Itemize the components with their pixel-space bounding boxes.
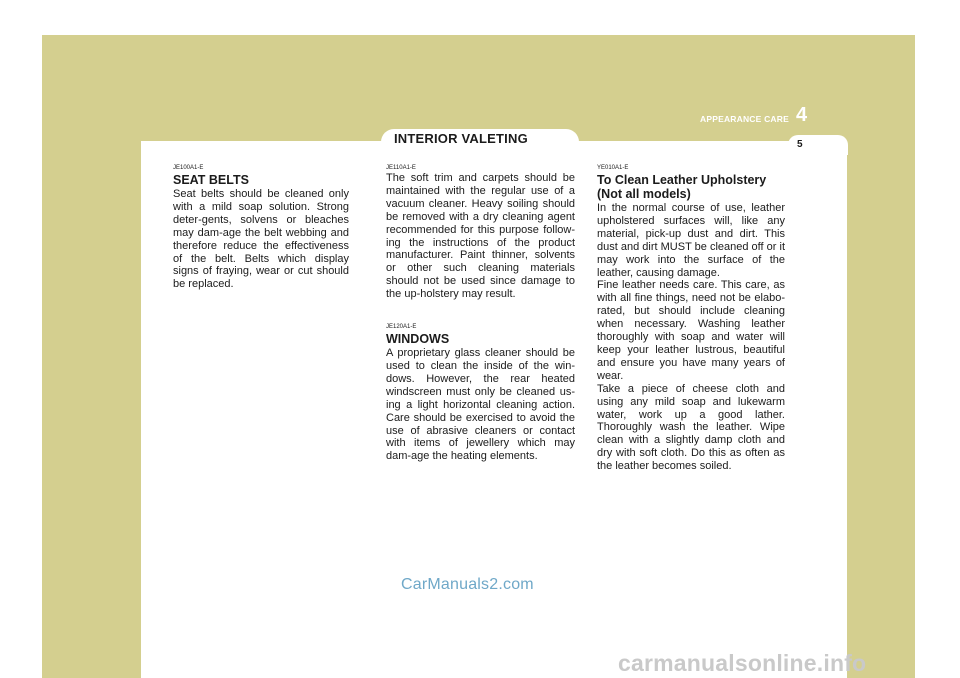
section-code: JE100A1-E <box>173 165 204 171</box>
body-paragraph: A proprietary glass cleaner should be used to clean the inside of the win-dows. However, the rear heated windscreen must only be cleaned us-ing a light horizontal cleaning action. Care should be exercised to avoid the use of abrasive cleaners or contact with items of jewellery which may dam-age the heating elements. <box>386 347 575 463</box>
section-code: JE110A1-E <box>386 165 416 171</box>
body-paragraph: Take a piece of cheese cloth and using any mild soap and lukewarm water, work up a good lather. Thoroughly wash the leather. Wipe clean with a slightly damp cloth and dry with soft cloth. Do this as often as the leather becomes soiled. <box>597 382 785 473</box>
site-watermark: CarManuals2.com <box>401 576 534 593</box>
body-paragraph: Seat belts should be cleaned only with a mild soap solution. Strong deter-gents, solvens or bleaches may dam-age the belt webbing and therefore reduce the effectiveness of the belt. Belts which display signs of fraying, wear or cut should be replaced. <box>173 188 349 291</box>
column-valeting-windows <box>386 160 575 463</box>
section-heading: SEAT BELTS <box>173 173 249 187</box>
chapter-number: 4 <box>796 104 808 126</box>
footer-watermark: carmanualsonline.info <box>618 650 867 676</box>
section-heading: WINDOWS <box>386 332 450 347</box>
body-paragraph: In the normal course of use, leather upholstered surfaces will, like any material, pick-up dust and dirt. This dust and dirt MUST be cleaned off or it may work into the surface of the leather, causing damage. <box>597 202 785 279</box>
body-paragraph: Fine leather needs care. This care, as with all fine things, need not be elabo-rated, but should include cleaning when necessary. Washing leather thoroughly with soap and water will keep your leather lustrous, beautiful and ensure you have many years of wear. <box>597 279 785 382</box>
column-leather-upholstery <box>597 160 785 473</box>
section-title: INTERIOR VALETING <box>394 131 528 146</box>
column-seat-belts <box>173 160 349 291</box>
page-number: 5 <box>797 139 803 150</box>
chapter-name: APPEARANCE CARE <box>700 114 789 124</box>
body-paragraph: The soft trim and carpets should be maintained with the regular use of a vacuum cleaner. Heavy soiling should be removed with a dry cleaning agent recommended for this purpose follow-ing the instructions of the product manufacturer. Paint thinner, solvents or other such cleaning materials should not be used since damage to the up-holstery may result. <box>386 172 575 301</box>
section-heading: To Clean Leather Upholstery (Not all models) <box>597 173 767 201</box>
section-code: JE120A1-E <box>386 324 417 331</box>
section-spacer <box>386 301 575 319</box>
section-code: YE010A1-E <box>597 165 629 171</box>
